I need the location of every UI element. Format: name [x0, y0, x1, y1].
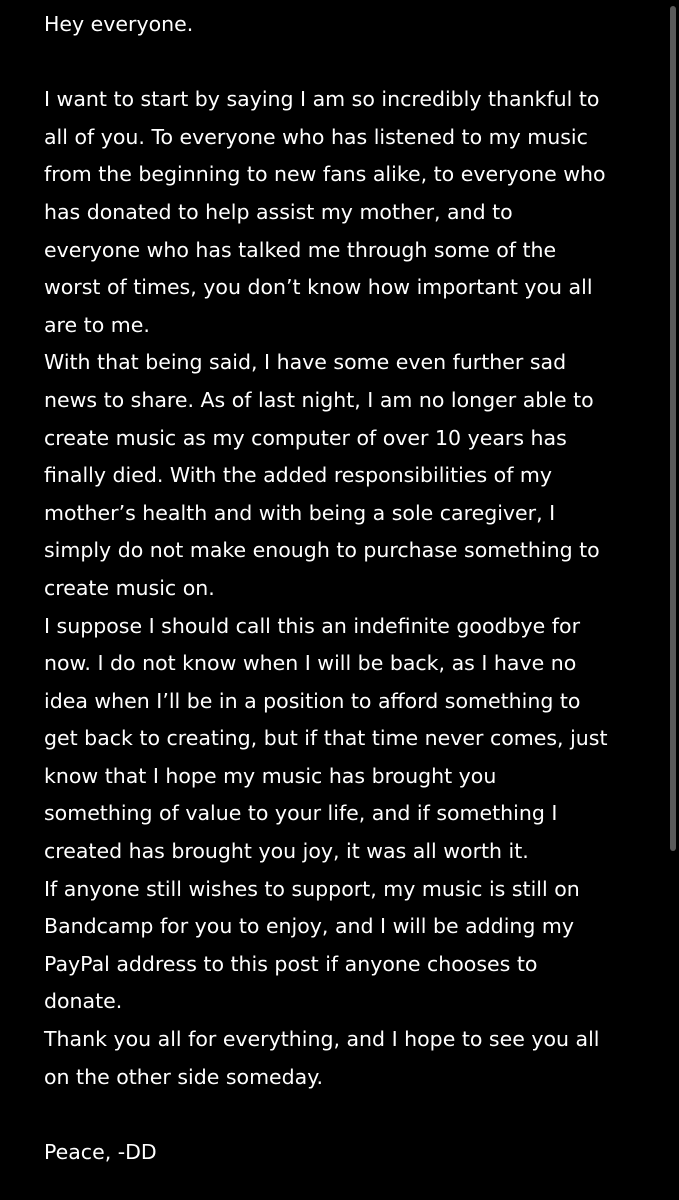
scrollbar-thumb[interactable] — [670, 6, 676, 851]
note-line: worst of times, you don’t know how important you all — [44, 275, 593, 300]
note-line: create music on. — [44, 575, 215, 600]
note-line: Peace, -DD — [44, 1139, 157, 1164]
note-line: PayPal address to this post if anyone chooses to — [44, 951, 538, 976]
vertical-scrollbar[interactable] — [670, 6, 676, 1196]
note-line: has donated to help assist my mother, and to — [44, 199, 513, 224]
note-line: know that I hope my music has brought you — [44, 763, 497, 788]
note-line: all of you. To everyone who has listened to my music — [44, 124, 588, 149]
note-line: simply do not make enough to purchase something to — [44, 538, 600, 563]
note-line: something of value to your life, and if something I — [44, 801, 558, 826]
note-line: finally died. With the added responsibilities of my — [44, 463, 553, 488]
note-line: get back to creating, but if that time never comes, just — [44, 726, 608, 751]
note-line: I suppose I should call this an indefinite goodbye for — [44, 613, 580, 638]
note-line: created has brought you joy, it was all worth it. — [44, 839, 529, 864]
note-line — [44, 44, 644, 82]
note-line — [44, 1096, 644, 1134]
note-line: are to me. — [44, 312, 150, 337]
note-body[interactable] — [44, 6, 644, 1171]
note-line: If anyone still wishes to support, my music is still on — [44, 876, 580, 901]
note-line: create music as my computer of over 10 years has — [44, 425, 567, 450]
note-line: I want to start by saying I am so incredibly thankful to — [44, 87, 600, 112]
note-line: With that being said, I have some even further sad — [44, 350, 567, 375]
note-line: Bandcamp for you to enjoy, and I will be adding my — [44, 914, 575, 939]
note-line: Hey everyone. — [44, 12, 194, 36]
note-line: now. I do not know when I will be back, as I have no — [44, 651, 577, 676]
note-line: mother’s health and with being a sole caregiver, I — [44, 500, 556, 525]
note-line: Thank you all for everything, and I hope to see you all — [44, 1027, 600, 1052]
note-line: idea when I’ll be in a position to afford something to — [44, 688, 581, 713]
note-line: news to share. As of last night, I am no longer able to — [44, 387, 594, 412]
note-line: on the other side someday. — [44, 1064, 323, 1089]
note-line: everyone who has talked me through some of the — [44, 237, 557, 262]
note-line: from the beginning to new fans alike, to everyone who — [44, 162, 606, 187]
note-line: donate. — [44, 989, 123, 1014]
